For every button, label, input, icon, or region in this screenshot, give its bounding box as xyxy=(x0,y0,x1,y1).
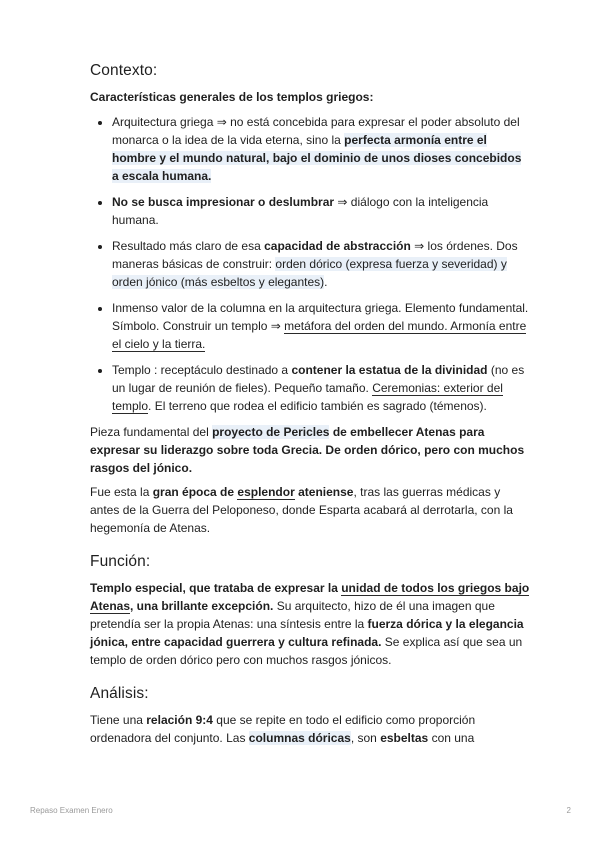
paragraph-pericles: Pieza fundamental del proyecto de Pericles de embellecer Atenas para expresar su liderazgo sobre toda Grecia. De orden dórico, pero con muchos rasgos del jónico. xyxy=(90,425,525,475)
page-content xyxy=(90,62,530,753)
footer-title: Repaso Examen Enero xyxy=(30,806,113,815)
section-heading-contexto: Contexto: xyxy=(90,62,158,79)
characteristics-list xyxy=(90,113,530,415)
list-item: • Inmenso valor de la columna en la arquitectura griega. Elemento fundamental. Símbolo. Construir un templo ⇒ metáfora del orden del mundo. Armonía entre el cielo y la tierra. xyxy=(112,299,530,353)
list-item: • Arquitectura griega ⇒ no está concebida para expresar el poder absoluto del monarca o la idea de la vida eterna, sino la perfecta armonía entre el hombre y el mundo natural, bajo el dominio de unos dioses concebidos a escala humana. xyxy=(112,113,530,185)
list-item: • Resultado más claro de esa capacidad de abstracción ⇒ los órdenes. Dos maneras básicas de construir: orden dórico (expresa fuerza y severidad) y orden jónico (más esbeltos y elegantes). xyxy=(112,237,530,291)
paragraph-analisis: Tiene una relación 9:4 que se repite en todo el edificio como proporción ordenadora del conjunto. Las columnas dóricas, son esbeltas con una xyxy=(90,713,476,745)
page-number: 2 xyxy=(566,806,571,815)
list-item: • Templo : receptáculo destinado a contener la estatua de la divinidad (no es un lugar de reunión de fieles). Pequeño tamaño. Ceremonias: exterior del templo. El terreno que rodea el edificio también es sagrado (témenos). xyxy=(112,361,530,415)
list-item: • No se busca impresionar o deslumbrar ⇒ diálogo con la inteligencia humana. xyxy=(112,193,530,229)
section-heading-funcion: Función: xyxy=(90,553,151,570)
paragraph-funcion: Templo especial, que trataba de expresar la unidad de todos los griegos bajo Atenas, una brillante excepción. Su arquitecto, hizo de él una imagen que pretendía ser la propia Atenas: una síntesis entre la fuerza dórica y la elegancia jónica, entre capacidad guerrera y cultura refinada. Se explica así que sea un templo de orden dórico pero con muchos rasgos jónicos. xyxy=(90,581,530,667)
paragraph-esplendor: Fue esta la gran época de esplendor ateniense, tras las guerras médicas y antes de la Guerra del Peloponeso, donde Esparta acabará al derrotarla, con la hegemonía de Atenas. xyxy=(90,485,513,535)
subheading-caracteristicas: Características generales de los templos griegos: xyxy=(90,90,374,104)
section-heading-analisis: Análisis: xyxy=(90,685,149,702)
